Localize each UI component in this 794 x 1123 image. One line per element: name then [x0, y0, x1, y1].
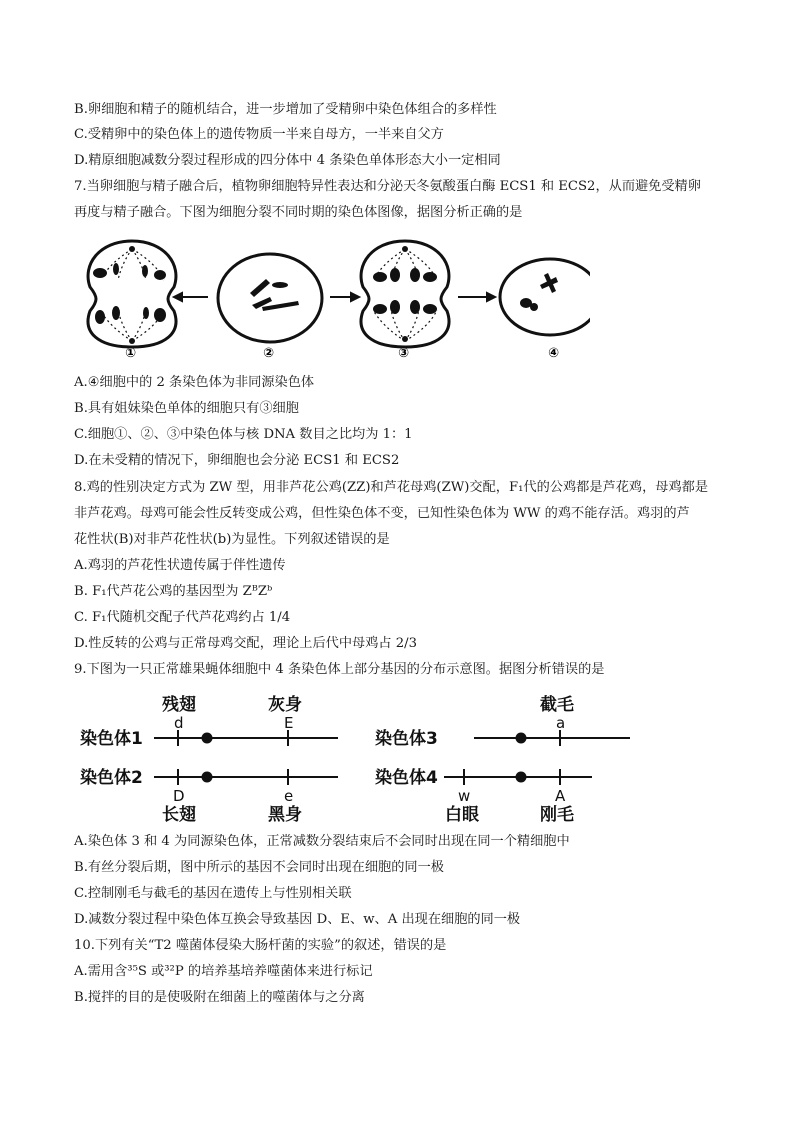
gene-a: a — [556, 714, 566, 732]
trait-residual-wing: 残翅 — [162, 695, 196, 715]
option-9b: B.有丝分裂后期，图中所示的基因不会同时出现在细胞的同一极 — [74, 860, 444, 875]
cell-4-label: ④ — [548, 346, 560, 360]
chromosome-2-label: 染色体2 — [80, 768, 143, 788]
question-10-stem: 10.下列有关“T2 噬菌体侵染大肠杆菌的实验”的叙述，错误的是 — [74, 938, 447, 953]
option-9a: A.染色体 3 和 4 为同源染色体，正常减数分裂结束后不会同时出现在同一个精细胞中 — [74, 834, 570, 849]
gene-A: A — [555, 787, 566, 805]
cell-division-figure — [70, 235, 590, 360]
cell-1-label: ① — [125, 346, 137, 360]
trait-black-body: 黑身 — [268, 805, 302, 825]
cell-3-outline — [361, 241, 449, 347]
option-7a: A.④细胞中的 2 条染色体为非同源染色体 — [74, 375, 315, 390]
chromosome-figure — [70, 690, 645, 825]
gene-w: w — [458, 787, 471, 805]
option-6b: B.卵细胞和精子的随机结合，进一步增加了受精卵中染色体组合的多样性 — [74, 102, 497, 117]
question-8-stem-1: 8.鸡的性别决定方式为 ZW 型，用非芦花公鸡(ZZ)和芦花母鸡(ZW)交配，F₁代的公鸡都是芦花鸡，母鸡都是 — [74, 480, 709, 495]
option-8d: D.性反转的公鸡与正常母鸡交配，理论上后代中母鸡占 2/3 — [74, 636, 418, 651]
cell-4-outline — [500, 259, 590, 335]
question-9-stem: 9.下图为一只正常雄果蝇体细胞中 4 条染色体上部分基因的分布示意图。据图分析错误的是 — [74, 662, 605, 677]
gene-D: D — [173, 787, 185, 805]
cell-1-outline — [88, 241, 176, 347]
option-8a: A.鸡羽的芦花性状遗传属于伴性遗传 — [74, 558, 286, 573]
option-9d: D.减数分裂过程中染色体互换会导致基因 D、E、w、A 出现在细胞的同一极 — [74, 912, 521, 927]
question-8-stem-2: 非芦花鸡。母鸡可能会性反转变成公鸡，但性染色体不变，已知性染色体为 WW 的鸡不能存活。鸡羽的芦 — [74, 506, 690, 521]
chromosome-1-label: 染色体1 — [80, 729, 143, 749]
gene-E: E — [284, 714, 294, 732]
trait-cut-bristle: 截毛 — [540, 695, 574, 715]
chromosome-3 — [474, 730, 630, 746]
gene-e: e — [284, 787, 294, 805]
option-6c: C.受精卵中的染色体上的遗传物质一半来自母方，一半来自父方 — [74, 127, 444, 142]
trait-long-wing: 长翅 — [162, 805, 196, 825]
option-6d: D.精原细胞减数分裂过程形成的四分体中 4 条染色单体形态大小一定相同 — [74, 153, 501, 168]
option-7b: B.具有姐妹染色单体的细胞只有③细胞 — [74, 401, 299, 416]
option-8b: B. F₁代芦花公鸡的基因型为 ZᴮZᵇ — [74, 584, 273, 599]
option-7c: C.细胞①、②、③中染色体与核 DNA 数目之比均为 1：1 — [74, 427, 413, 442]
gene-d: d — [174, 714, 184, 732]
option-8c: C. F₁代随机交配子代芦花鸡约占 1/4 — [74, 610, 291, 625]
trait-bristle: 刚毛 — [540, 805, 574, 825]
option-7d: D.在未受精的情况下，卵细胞也会分泌 ECS1 和 ECS2 — [74, 453, 400, 468]
cell-2-label: ② — [263, 346, 275, 360]
option-9c: C.控制刚毛与截毛的基因在遗传上与性别相关联 — [74, 886, 352, 901]
question-7-stem-2: 再度与精子融合。下图为细胞分裂不同时期的染色体图像，据图分析正确的是 — [74, 205, 523, 220]
cell-3-label: ③ — [398, 346, 410, 360]
chromosome-2 — [154, 769, 338, 785]
option-10a: A.需用含³⁵S 或³²P 的培养基培养噬菌体来进行标记 — [74, 964, 373, 979]
question-8-stem-3: 花性状(B)对非芦花性状(b)为显性。下列叙述错误的是 — [74, 532, 390, 547]
trait-gray-body: 灰身 — [268, 695, 302, 715]
question-7-stem-1: 7.当卵细胞与精子融合后，植物卵细胞特异性表达和分泌天冬氨酸蛋白酶 ECS1 和 ECS2，从而避免受精卵 — [74, 179, 701, 194]
chromosome-1 — [154, 730, 338, 746]
chromosome-3-label: 染色体3 — [375, 729, 438, 749]
trait-white-eye: 白眼 — [445, 805, 479, 825]
chromosome-4-label: 染色体4 — [375, 768, 438, 788]
option-10b: B.搅拌的目的是使吸附在细菌上的噬菌体与之分离 — [74, 990, 365, 1005]
chromosome-4 — [444, 769, 592, 785]
